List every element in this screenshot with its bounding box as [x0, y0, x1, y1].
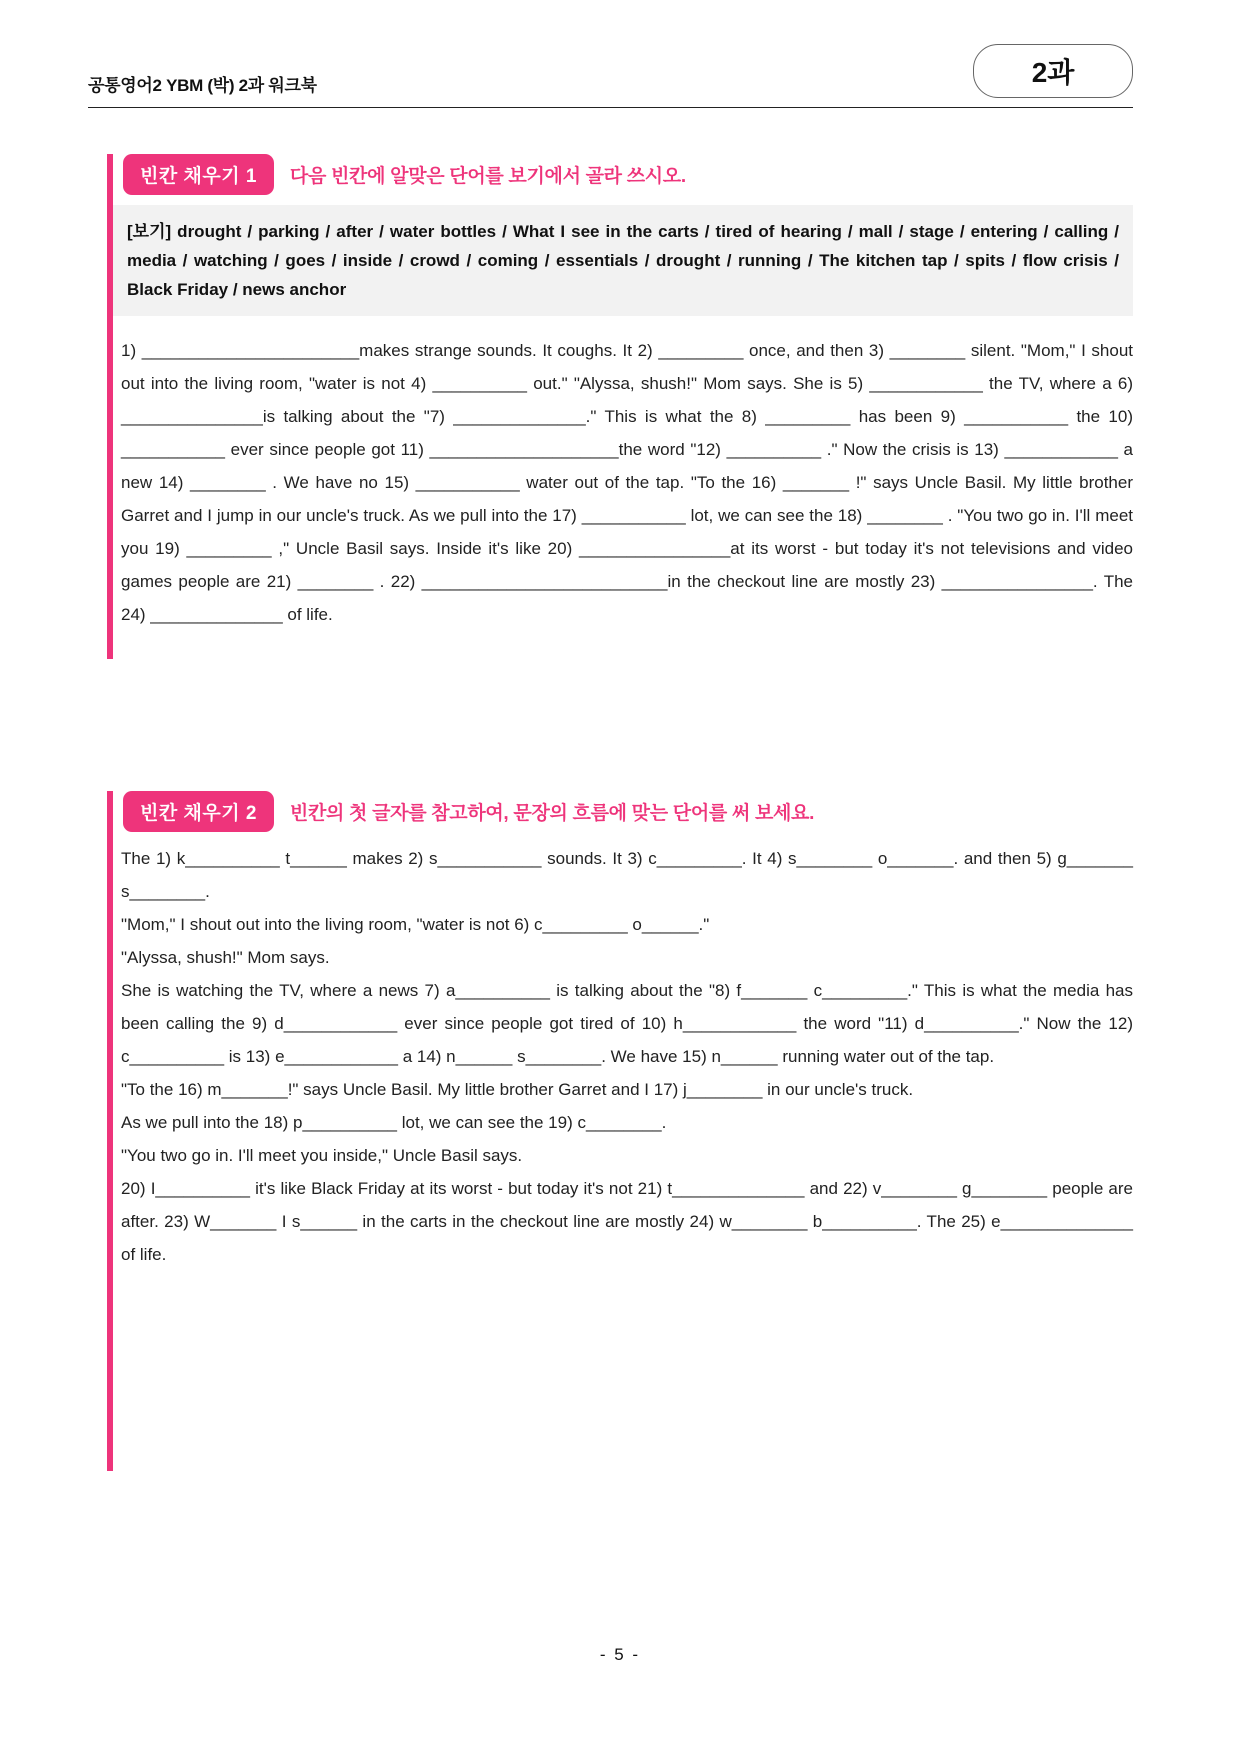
section-2-instruction: 빈칸의 첫 글자를 참고하여, 문장의 흐름에 맞는 단어를 써 보세요. [289, 803, 815, 824]
section-2-paragraph: 20) I__________ it's like Black Friday at its worst - but today it's not 21) t______________ and 22) v________ g________ people are after. 23) W_______ I s______ in the carts in the checkout line are mostly 24) w________ b__________. The 25) e______________ of life. [121, 1179, 1133, 1264]
section-fill-in-2 [107, 791, 1133, 1471]
chapter-badge: 2과 [973, 44, 1133, 98]
section-2-paragraph: "Mom," I shout out into the living room, "water is not 6) c_________ o______." [121, 915, 710, 934]
section-2-paragraph: She is watching the TV, where a news 7) a__________ is talking about the "8) f_______ c_________." This is what the media has been calling the 9) d____________ ever since people got tired of 10) h____________ the word "11) d__________." Now the 12) c__________ is 13) e____________ a 14) n______ s________. We have 15) n______ running water out of the tap. [121, 981, 1133, 1066]
section-1-heading [123, 154, 1133, 195]
header-title: 공통영어2 YBM (박) 2과 워크북 [88, 76, 317, 95]
section-1-passage: 1) _______________________makes strange sounds. It coughs. It 2) _________ once, and then 3) ________ silent. "Mom," I shout out into the living room, "water is not 4) __________ out." "Alyssa, shush!" Mom says. She is 5) ____________ the TV, where a 6) _______________is talking about the "7) ______________." This is what the 8) _________ has been 9) ___________ the 10) ___________ ever since people got 11) ____________________the word "12) __________ ." Now the crisis is 13) ____________ a new 14) ________ . We have no 15) ___________ water out of the tap. "To the 16) _______ !" says Uncle Basil. My little brother Garret and I jump in our uncle's truck. As we pull into the 17) ___________ lot, we can see the 18) ________ . "You two go in. I'll meet you 19) _________ ," Uncle Basil says. Inside it's like 20) ________________at its worst - but today it's not televisions and video games people are 21) ________ . 22) __________________________in the checkout line are mostly 23) ________________. The 24) ______________ of life. [121, 341, 1133, 624]
section-2-paragraph: "To the 16) m_______!" says Uncle Basil. My little brother Garret and I 17) j________ in our uncle's truck. [121, 1080, 914, 1099]
page-header [88, 0, 1133, 98]
header-divider [88, 107, 1133, 108]
section-1-instruction: 다음 빈칸에 알맞은 단어를 보기에서 골라 쓰시오. [289, 166, 686, 187]
section-fill-in-1 [107, 154, 1133, 659]
page-number: - 5 - [599, 1645, 641, 1664]
word-bank-box: [보기] drought / parking / after / water bottles / What I see in the carts / tired of hearing / mall / stage / entering / calling / media / watching / goes / inside / crowd / coming / essentials / drought / running / The kitchen tap / spits / flow crisis / Black Friday / news anchor [113, 205, 1133, 316]
section-2-paragraph: The 1) k__________ t______ makes 2) s___________ sounds. It 3) c_________. It 4) s________ o_______. and then 5) g_______ s________. [121, 849, 1133, 901]
section-2-paragraph: "You two go in. I'll meet you inside," Uncle Basil says. [121, 1146, 523, 1165]
section-1-badge: 빈칸 채우기 1 [123, 154, 274, 195]
section-2-passage [121, 842, 1133, 1271]
section-2-paragraph: "Alyssa, shush!" Mom says. [121, 948, 330, 967]
section-2-heading [123, 791, 1133, 832]
section-2-paragraph: As we pull into the 18) p__________ lot, we can see the 19) c________. [121, 1113, 667, 1132]
section-2-badge: 빈칸 채우기 2 [123, 791, 274, 832]
